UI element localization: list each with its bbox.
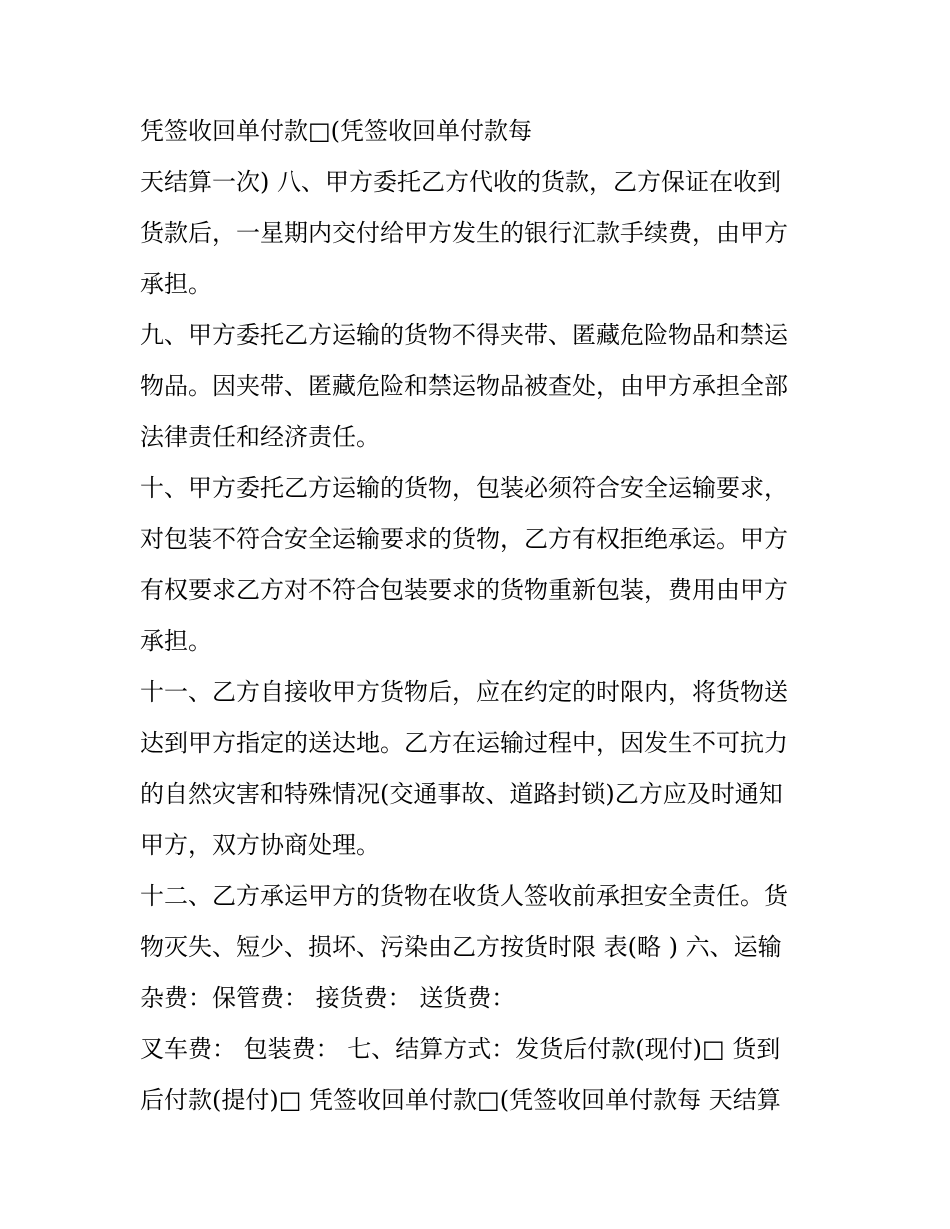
text-line: 承担。 [140, 627, 212, 655]
text-line: 杂费：保管费： 接货费： 送货费： [140, 984, 516, 1012]
text-line: 九、甲方委托乙方运输的货物不得夹带、匿藏危险物品和禁运 [140, 321, 788, 349]
contract-text [140, 106, 840, 1126]
text-line: 货款后，一星期内交付给甲方发生的银行汇款手续费，由甲方 [140, 219, 788, 247]
text-line: 对包装不符合安全运输要求的货物，乙方有权拒绝承运。甲方 [140, 525, 788, 553]
text-line: 物灭失、短少、损坏、污染由乙方按货时限 表(略 ) 六、运输 [140, 933, 782, 961]
text-line: 有权要求乙方对不符合包装要求的货物重新包装，费用由甲方 [140, 576, 788, 604]
text-line: 叉车费： 包装费： 七、结算方式：发货后付款(现付)□ 货到 [140, 1035, 781, 1063]
text-line: 十一、乙方自接收甲方货物后，应在约定的时限内，将货物送 [140, 678, 788, 706]
text-line: 物品。因夹带、匿藏危险和禁运物品被查处，由甲方承担全部 [140, 372, 788, 400]
text-line: 承担。 [140, 270, 212, 298]
text-line: 甲方，双方协商处理。 [140, 831, 380, 859]
text-line: 天结算一次) 八、甲方委托乙方代收的货款，乙方保证在收到 [140, 168, 781, 196]
text-line: 后付款(提付)□ 凭签收回单付款□(凭签收回单付款每 天结算 [140, 1086, 781, 1114]
text-line: 达到甲方指定的送达地。乙方在运输过程中，因发生不可抗力 [140, 729, 788, 757]
text-line: 凭签收回单付款□(凭签收回单付款每 [140, 117, 533, 145]
text-line: 的自然灾害和特殊情况(交通事故、道路封锁)乙方应及时通知 [140, 780, 783, 808]
text-line: 十、甲方委托乙方运输的货物，包装必须符合安全运输要求， [140, 474, 788, 502]
text-line: 法律责任和经济责任。 [140, 423, 380, 451]
text-line: 十二、乙方承运甲方的货物在收货人签收前承担安全责任。货 [140, 882, 788, 910]
